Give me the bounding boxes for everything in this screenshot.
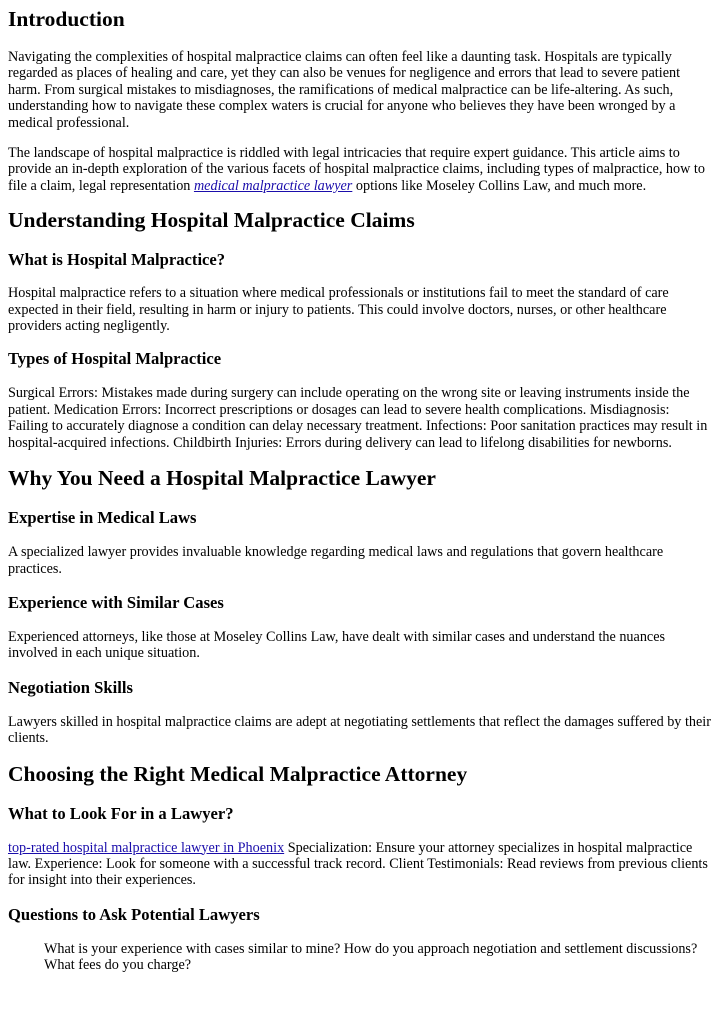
what-is-heading: What is Hospital Malpractice?	[8, 250, 226, 270]
what-is-text: Hospital malpractice refers to a situation where medical professionals or institutions fail to meet the standard of care expected in their field, resulting in harm or injury to patients. This could involve doctors, nurses, or other healthcare providers acting negligently.	[8, 285, 669, 335]
why-heading: Why You Need a Hospital Malpractice Lawyer	[8, 466, 436, 491]
questions-text: What is your experience with cases similar to mine? How do you approach negotiation and settlement discussions? What fees do you charge?	[44, 940, 698, 974]
choosing-heading: Choosing the Right Medical Malpractice Attorney	[8, 761, 468, 786]
intro-paragraph-1: Navigating the complexities of hospital malpractice claims can often feel like a daunting task. Hospitals are typically regarded as places of healing and care, yet they can also be venues for negligence and errors that lead to severe patient harm. From surgical mistakes to misdiagnoses, the ramifications of medical malpractice can be life-altering. As such, understanding how to navigate these complex waters is crucial for anyone who believes they have been wronged by a medical professional.	[8, 49, 681, 131]
look-for-heading: What to Look For in a Lawyer?	[8, 803, 234, 823]
medical-malpractice-lawyer-link[interactable]: medical malpractice lawyer	[193, 177, 353, 194]
questions-heading: Questions to Ask Potential Lawyers	[8, 904, 260, 924]
intro-paragraph-2	[8, 145, 712, 194]
experience-heading: Experience with Similar Cases	[8, 592, 224, 612]
look-for-criteria: Specialization: Ensure your attorney specializes in hospital malpractice law. Experience: Look for someone with a successful track record. Client Testimonials: Read reviews from previous clients for insight into their experiences.	[8, 839, 708, 889]
intro-paragraph-2-start: The landscape of hospital malpractice is riddled with legal intricacies that require expert guidance. This article aims to provide an in-depth exploration of the various facets of hospital malpractice claims, including types of malpractice, how to file a claim, legal representation	[8, 145, 705, 194]
intro-paragraph-2-end: options like Moseley Collins Law, and much more.	[352, 177, 647, 194]
understanding-heading: Understanding Hospital Malpractice Claims	[8, 208, 415, 233]
types-heading: Types of Hospital Malpractice	[8, 349, 222, 369]
negotiation-text: Lawyers skilled in hospital malpractice claims are adept at negotiating settlements that reflect the damages suffered by their clients.	[8, 713, 711, 747]
negotiation-heading: Negotiation Skills	[8, 677, 133, 697]
types-text: Surgical Errors: Mistakes made during surgery can include operating on the wrong site or leaving instruments inside the patient. Medication Errors: Incorrect prescriptions or dosages can lead to severe health complications. Misdiagnosis: Failing to accurately diagnose a condition can delay necessary treatment. Infections: Poor sanitation practices may result in hospital-acquired infections. Childbirth Injuries: Errors during delivery can lead to lifelong disabilities for newborns.	[8, 385, 708, 451]
top-rated-lawyer-link[interactable]: top-rated hospital malpractice lawyer in Phoenix	[8, 839, 285, 856]
experience-text: Experienced attorneys, like those at Moseley Collins Law, have dealt with similar cases and understand the nuances involved in each unique situation.	[8, 628, 666, 662]
look-for-text	[8, 840, 712, 889]
expertise-text: A specialized lawyer provides invaluable knowledge regarding medical laws and regulations that govern healthcare practices.	[8, 544, 664, 577]
intro-heading: Introduction	[8, 7, 125, 31]
questions-list	[44, 941, 712, 974]
expertise-heading: Expertise in Medical Laws	[8, 508, 197, 528]
